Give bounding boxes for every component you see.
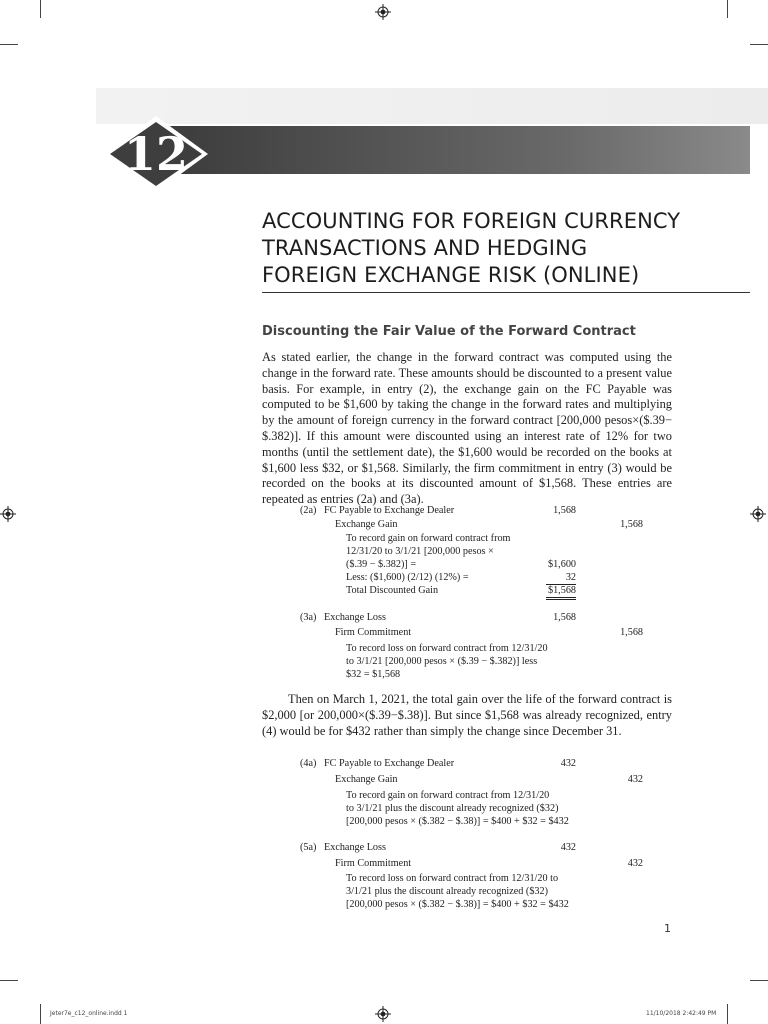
credit-amount: 432 bbox=[627, 774, 643, 785]
crop-mark-top-left-h bbox=[0, 44, 18, 45]
debit-account: FC Payable to Exchange Dealer bbox=[324, 505, 455, 516]
registration-mark-icon bbox=[750, 506, 766, 522]
credit-account: Exchange Gain bbox=[335, 774, 398, 785]
entry-label: (5a) bbox=[300, 842, 317, 853]
crop-mark-top-right-v bbox=[727, 0, 728, 18]
credit-amount: 432 bbox=[627, 858, 643, 869]
entry-memo: 12/31/20 to 3/1/21 [200,000 pesos × bbox=[346, 546, 494, 557]
entry-memo: To record loss on forward contract from 12/31/20 to bbox=[346, 873, 559, 884]
title-rule bbox=[262, 292, 750, 293]
entry-memo: to 3/1/21 plus the discount already recognized ($32) bbox=[346, 803, 559, 814]
crop-mark-bottom-right-h bbox=[750, 980, 768, 981]
entry-memo: to 3/1/21 [200,000 pesos × ($.39 − $.382)] less bbox=[346, 656, 538, 667]
memo-amount: $1,568 bbox=[546, 584, 576, 600]
entry-memo: ($.39 − $.382)] = bbox=[346, 559, 417, 570]
chapter-title-line: TRANSACTIONS AND HEDGING bbox=[262, 236, 588, 260]
debit-account: Exchange Loss bbox=[324, 842, 386, 853]
slug-filename: Jeter7e_c12_online.indd 1 bbox=[50, 1010, 128, 1017]
entry-memo: To record gain on forward contract from 12/31/20 bbox=[346, 790, 550, 801]
chapter-number: 12 bbox=[123, 127, 188, 181]
entry-memo: [200,000 pesos × ($.382 − $.38)] = $400 + $32 = $432 bbox=[346, 899, 569, 910]
debit-amount: 1,568 bbox=[553, 505, 576, 516]
page-number: 1 bbox=[664, 922, 671, 935]
crop-mark-bottom-left-v bbox=[40, 1004, 41, 1024]
entry-label: (4a) bbox=[300, 758, 317, 769]
registration-mark-icon bbox=[375, 1006, 391, 1022]
registration-mark-icon bbox=[375, 4, 391, 20]
chapter-banner bbox=[150, 126, 750, 174]
debit-account: FC Payable to Exchange Dealer bbox=[324, 758, 455, 769]
credit-account: Firm Commitment bbox=[335, 627, 412, 638]
entry-memo: Total Discounted Gain bbox=[346, 585, 439, 596]
entry-memo: Less: ($1,600) (2/12) (12%) = bbox=[346, 572, 469, 583]
memo-amount: $1,600 bbox=[547, 559, 576, 570]
chapter-title bbox=[262, 208, 742, 289]
debit-amount: 1,568 bbox=[553, 612, 576, 623]
credit-amount: 1,568 bbox=[620, 627, 643, 638]
body-paragraph: Then on March 1, 2021, the total gain over the life of the forward contract is $2,000 [or 200,000×($.39−$.38)]. But since $1,568 was already recognized, entry (4) would be for $432 rather than simply the change since December 31. bbox=[262, 692, 672, 738]
credit-amount: 1,568 bbox=[620, 519, 643, 530]
registration-mark-icon bbox=[0, 506, 16, 522]
memo-amount: 32 bbox=[546, 571, 576, 585]
slug-timestamp: 11/10/2018 2:42:49 PM bbox=[646, 1010, 717, 1017]
entry-label: (2a) bbox=[300, 505, 317, 516]
credit-account: Exchange Gain bbox=[335, 519, 398, 530]
chapter-title-line: ACCOUNTING FOR FOREIGN CURRENCY bbox=[262, 209, 681, 233]
debit-account: Exchange Loss bbox=[324, 612, 386, 623]
entry-memo: To record loss on forward contract from 12/31/20 bbox=[346, 643, 548, 654]
crop-mark-bottom-right-v bbox=[727, 1004, 728, 1024]
crop-mark-top-left-v bbox=[40, 0, 41, 18]
entry-memo: 3/1/21 plus the discount already recognized ($32) bbox=[346, 886, 548, 897]
crop-mark-bottom-left-h bbox=[0, 980, 18, 981]
crop-mark-top-right-h bbox=[750, 44, 768, 45]
entry-memo: $32 = $1,568 bbox=[346, 669, 401, 680]
credit-account: Firm Commitment bbox=[335, 858, 412, 869]
debit-amount: 432 bbox=[560, 758, 576, 769]
debit-amount: 432 bbox=[560, 842, 576, 853]
entry-memo: [200,000 pesos × ($.382 − $.38)] = $400 + $32 = $432 bbox=[346, 816, 569, 827]
section-heading: Discounting the Fair Value of the Forward Contract bbox=[262, 324, 636, 339]
chapter-title-line: FOREIGN EXCHANGE RISK (ONLINE) bbox=[262, 263, 640, 287]
entry-label: (3a) bbox=[300, 612, 317, 623]
body-paragraph: As stated earlier, the change in the forward contract was computed using the change in the forward rate. These amounts should be discounted to a present value basis. For example, in entry (2), the exchange gain on the FC Payable was computed to be $1,600 by taking the change in the forward rates and multiplying by the amount of foreign currency in the forward contract [200,000 pesos×($.39−$.382)]. If this amount were discounted using an interest rate of 12% for two months (until the settlement date), the $1,600 would be recorded on the books at $1,600 less $32, or $1,568. Similarly, the firm commitment in entry (3) would be recorded on the books at its discounted amount of $1,568. These entries are repeated as entries (2a) and (3a). bbox=[262, 350, 672, 507]
entry-memo: To record gain on forward contract from bbox=[346, 533, 511, 544]
